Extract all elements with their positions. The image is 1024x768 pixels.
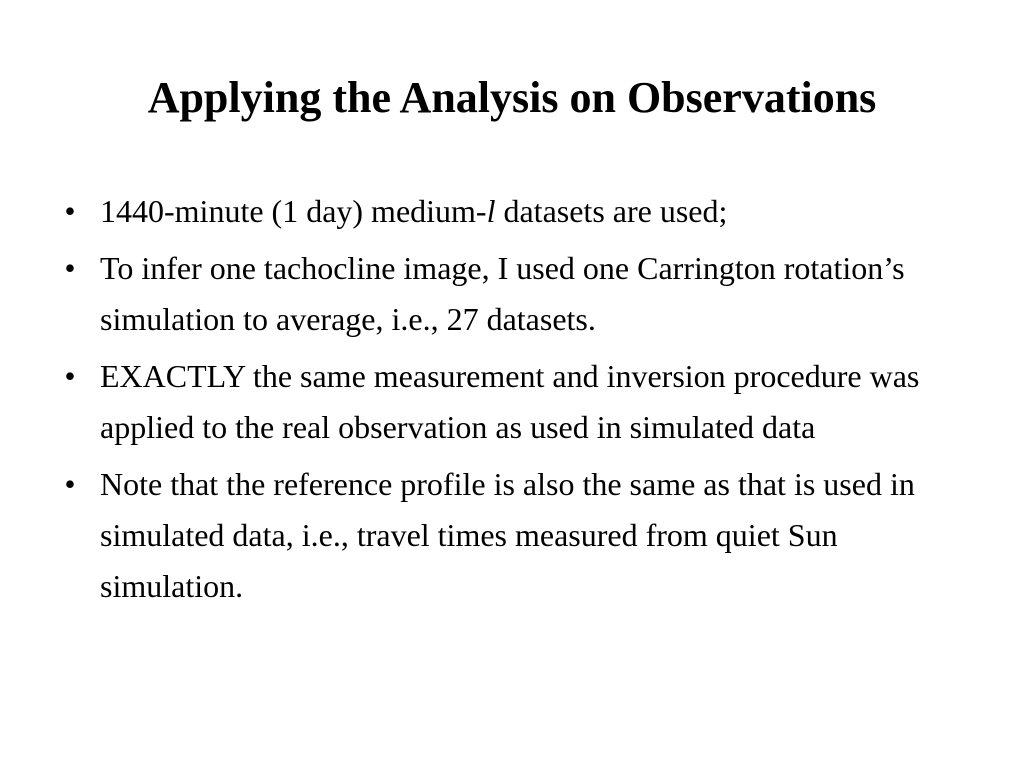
bullet-text: EXACTLY the same measurement and inversion procedure was applied to the real observation as used in simulated data: [100, 358, 920, 445]
bullet-icon: •: [64, 466, 76, 502]
bullet-icon: •: [64, 250, 76, 286]
bullet-list: [60, 186, 970, 618]
bullet-item-procedure: [60, 351, 970, 453]
slide-title: Applying the Analysis on Observations: [147, 73, 877, 122]
bullet-text: Note that the reference profile is also the same as that is used in simulated data, i.e., travel times measured from quiet Sun simulation.: [100, 466, 915, 604]
bullet-text-after: datasets are used;: [495, 193, 728, 229]
bullet-icon: •: [64, 358, 76, 394]
bullet-text-before: 1440-minute (1 day) medium-: [100, 193, 487, 229]
bullet-item-reference-profile: [60, 459, 970, 612]
bullet-text-italic: l: [486, 193, 496, 229]
bullet-icon: •: [64, 193, 76, 229]
bullet-item-tachocline: [60, 243, 970, 345]
bullet-text: To infer one tachocline image, I used one Carrington rotation’s simulation to average, i.e., 27 datasets.: [100, 250, 905, 337]
bullet-item-datasets: [60, 186, 970, 237]
